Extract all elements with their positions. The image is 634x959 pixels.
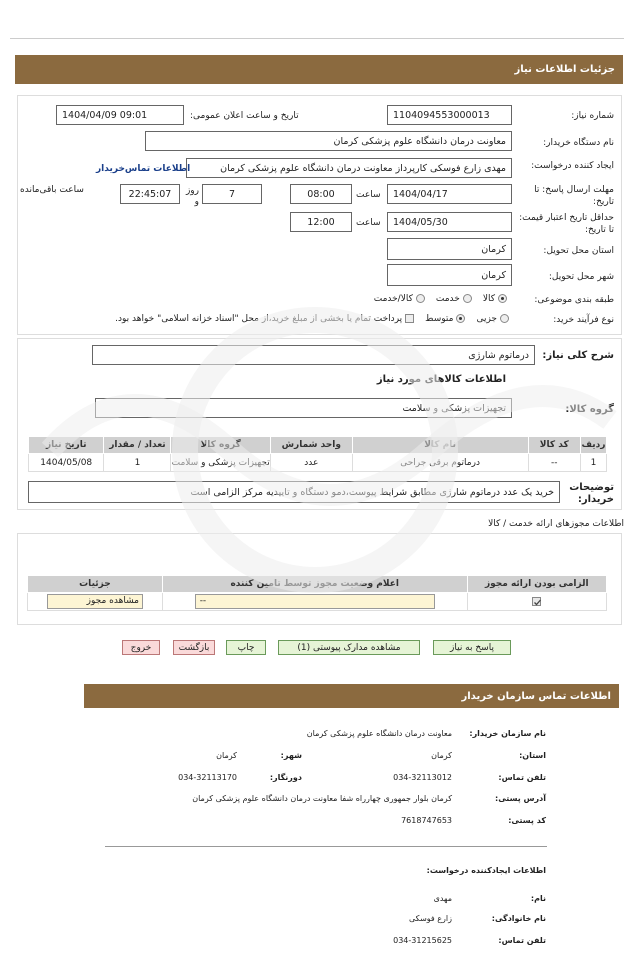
announce-field: 1404/04/09 09:01 bbox=[56, 105, 184, 125]
cell-row: 1 bbox=[580, 454, 606, 472]
attachments-button[interactable]: مشاهده مدارک پیوستی (1) bbox=[278, 640, 420, 655]
contact-phone-label: تلفن تماس: bbox=[498, 773, 546, 782]
cell-required bbox=[467, 593, 606, 611]
city-field: کرمان bbox=[387, 264, 512, 286]
buyer-contact-link[interactable]: اطلاعات تماس‌خریدار bbox=[96, 164, 191, 174]
validity-time-label: ساعت bbox=[356, 218, 381, 228]
process-label: نوع فرآیند خرید: bbox=[553, 315, 614, 325]
back-button[interactable]: بازگشت bbox=[173, 640, 215, 655]
permits-table bbox=[27, 575, 607, 611]
deadline-time-field: 08:00 bbox=[290, 184, 352, 204]
col-status: اعلام وضعیت مجوز توسط تامین کننده bbox=[162, 576, 467, 593]
contact-title: اطلاعات تماس سازمان خریدار bbox=[461, 690, 611, 702]
cell-name: درماتوم برقی جراحی bbox=[352, 454, 528, 472]
col-group: گروه کالا bbox=[171, 437, 270, 454]
validity-date-field: 1404/05/30 bbox=[387, 212, 512, 232]
process-medium-option[interactable]: متوسط bbox=[425, 314, 468, 324]
contact-province-label: استان: bbox=[519, 751, 546, 760]
contact-province-value: کرمان bbox=[431, 751, 452, 760]
checkbox-icon[interactable] bbox=[405, 314, 414, 323]
creator-phone-label: تلفن تماس: bbox=[498, 936, 546, 945]
remaining-label: ساعت باقی‌مانده bbox=[20, 185, 84, 195]
goods-table-header bbox=[29, 437, 607, 454]
deadline-time-label: ساعت bbox=[356, 190, 381, 200]
col-required: الزامی بودن ارائه مجوز bbox=[467, 576, 606, 593]
buyer-org-field: معاونت درمان دانشگاه علوم پزشکی کرمان bbox=[145, 131, 512, 151]
contact-city-value: کرمان bbox=[216, 751, 237, 760]
radio-icon[interactable] bbox=[498, 294, 507, 303]
contact-phone-value: 034-32113012 bbox=[393, 773, 452, 782]
process-options bbox=[50, 312, 512, 326]
validity-time-field: 12:00 bbox=[290, 212, 352, 232]
summary-label: شرح کلی نیاز: bbox=[542, 350, 614, 361]
status-field[interactable]: -- bbox=[195, 594, 435, 609]
permits-table-header bbox=[28, 576, 607, 593]
cell-qty: 1 bbox=[104, 454, 171, 472]
cell-status bbox=[162, 593, 467, 611]
col-date: تاریخ نیاز bbox=[29, 437, 104, 454]
payment-option[interactable]: پرداخت تمام یا بخشی از مبلغ خرید،از محل "اسناد خزانه اسلامی" خواهد بود. bbox=[115, 314, 417, 324]
exit-button[interactable]: خروج bbox=[122, 640, 160, 655]
table-row bbox=[28, 593, 607, 611]
cell-details bbox=[28, 593, 163, 611]
contact-org-label: نام سازمان خریدار: bbox=[469, 729, 546, 738]
radio-icon[interactable] bbox=[463, 294, 472, 303]
province-label: استان محل تحویل: bbox=[543, 246, 614, 256]
contact-divider bbox=[105, 846, 547, 847]
province-field: کرمان bbox=[387, 238, 512, 260]
process-partial-option[interactable]: جزیی bbox=[476, 314, 512, 324]
col-qty: تعداد / مقدار bbox=[104, 437, 171, 454]
page-title: جزئیات اطلاعات نیاز bbox=[514, 64, 615, 75]
top-divider bbox=[10, 38, 624, 39]
col-row: ردیف bbox=[580, 437, 606, 454]
category-service-option[interactable]: خدمت bbox=[436, 294, 475, 304]
contact-fax-value: 034-32113170 bbox=[178, 773, 237, 782]
goods-group-field: تجهیزات پزشکی و سلامت bbox=[95, 398, 512, 418]
cell-unit: عدد bbox=[270, 454, 352, 472]
radio-icon[interactable] bbox=[416, 294, 425, 303]
col-unit: واحد شمارش bbox=[270, 437, 352, 454]
days-field: 7 bbox=[202, 184, 262, 204]
buyer-notes-field: خرید یک عدد درماتوم شارژی مطابق شرایط پیوست،دمو دستگاه و تاییدیه مرکز الزامی است bbox=[28, 481, 560, 503]
reply-button[interactable]: پاسخ به نیاز bbox=[433, 640, 511, 655]
creator-label: ایجاد کننده درخواست: bbox=[531, 161, 614, 171]
category-both-option[interactable]: کالا/خدمت bbox=[374, 294, 428, 304]
announce-label: تاریخ و ساعت اعلان عمومی: bbox=[190, 111, 299, 121]
deadline-label: مهلت ارسال پاسخ: تا تاریخ: bbox=[534, 185, 614, 207]
contact-address-label: آدرس پستی: bbox=[495, 794, 546, 803]
contact-org-value: معاونت درمان دانشگاه علوم پزشکی کرمان bbox=[306, 729, 452, 738]
need-number-field: 1104094553000013 bbox=[387, 105, 512, 125]
need-number-label: شماره نیاز: bbox=[571, 111, 614, 121]
buyer-notes-label: توضیحات خریدار: bbox=[569, 482, 614, 505]
creator-phone-value: 034-31215625 bbox=[393, 936, 452, 945]
contact-postal-value: 7618747653 bbox=[401, 816, 452, 825]
creator-info-title: اطلاعات ایجادکننده درخواست: bbox=[426, 866, 546, 875]
creator-name-label: نام: bbox=[530, 894, 546, 903]
creator-family-label: نام خانوادگی: bbox=[491, 914, 546, 923]
creator-field: مهدی زارع فوسکی کارپرداز معاونت درمان دانشگاه علوم پزشکی کرمان bbox=[186, 158, 512, 178]
category-options bbox=[330, 292, 510, 306]
goods-section-title: اطلاعات کالاهای مورد نیاز bbox=[376, 374, 506, 385]
days-label: روز و bbox=[185, 186, 199, 207]
city-label: شهر محل تحویل: bbox=[548, 272, 614, 282]
col-name: نام کالا bbox=[352, 437, 528, 454]
radio-icon[interactable] bbox=[500, 314, 509, 323]
buyer-org-label: نام دستگاه خریدار: bbox=[543, 138, 614, 148]
contact-city-label: شهر: bbox=[280, 751, 302, 760]
radio-icon[interactable] bbox=[456, 314, 465, 323]
checked-checkbox-icon bbox=[532, 597, 541, 606]
remaining-time-field: 22:45:07 bbox=[120, 184, 180, 204]
contact-fax-label: دورنگار: bbox=[269, 773, 302, 782]
cell-code: -- bbox=[528, 454, 580, 472]
creator-family-value: زارع فوسکی bbox=[408, 914, 452, 923]
deadline-date-field: 1404/04/17 bbox=[387, 184, 512, 204]
validity-label: حداقل تاریخ اعتبار قیمت: تا تاریخ: bbox=[519, 213, 614, 235]
col-code: کد کالا bbox=[528, 437, 580, 454]
table-row bbox=[29, 454, 607, 472]
goods-table bbox=[28, 436, 607, 472]
col-details: جزئیات bbox=[28, 576, 163, 593]
cell-date: 1404/05/08 bbox=[29, 454, 104, 472]
permits-title: اطلاعات مجوزهای ارائه خدمت / کالا bbox=[488, 519, 624, 529]
goods-group-label: گروه کالا: bbox=[565, 404, 614, 415]
category-goods-option[interactable]: کالا bbox=[483, 294, 510, 304]
contact-header bbox=[84, 684, 619, 708]
summary-field: درماتوم شارژی bbox=[92, 345, 535, 365]
contact-address-value: کرمان بلوار جمهوری چهارراه شفا معاونت درمان دانشگاه علوم پزشکی کرمان bbox=[192, 794, 452, 803]
page-header bbox=[15, 55, 623, 84]
contact-postal-label: کد پستی: bbox=[508, 816, 546, 825]
print-button[interactable]: چاپ bbox=[226, 640, 266, 655]
view-permit-button[interactable]: مشاهده مجوز bbox=[47, 594, 143, 609]
creator-name-value: مهدی bbox=[433, 894, 452, 903]
cell-group: تجهیزات پزشکی و سلامت bbox=[171, 454, 270, 472]
category-label: طبقه بندی موضوعی: bbox=[534, 295, 614, 305]
